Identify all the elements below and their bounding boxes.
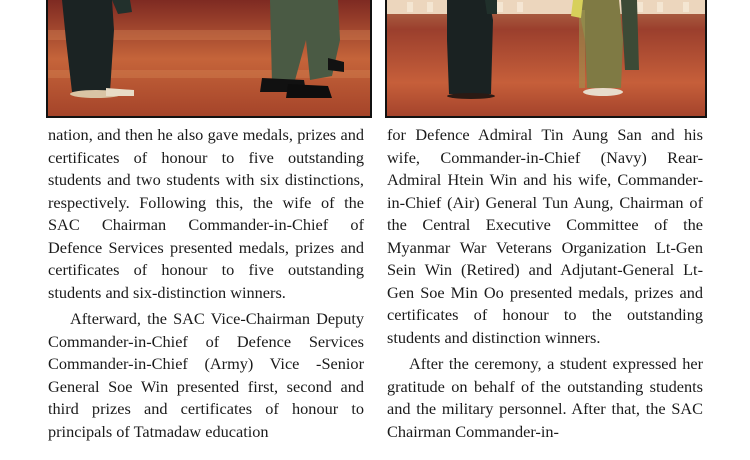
article-column-left [48, 124, 364, 443]
left-paragraph-1: nation, and then he also gave medals, prizes and certificates of honour to five outstanding students and two students with six distinctions, respectively. Following this, the wife of the SAC Chairman Commander-in-Chief of Defence Services presented medals, prizes and certificates of honour to five outstanding students and six-distinction winners. [48, 125, 364, 302]
right-paragraph-2: After the ceremony, a student expressed her gratitude on behalf of the outstanding students and the military personnel. After that, the SAC Chairman Commander-in- [387, 354, 703, 441]
ceremony-photo-left-image [48, 0, 370, 118]
right-paragraph-1: for Defence Admiral Tin Aung San and his wife, Commander-in-Chief (Navy) Rear-Admiral Htein Win and his wife, Commander-in-Chief (Air) General Tun Aung, Chairman of the Central Executive Committee of the Myanmar War Veterans Organization Lt-Gen Sein Win (Retired) and Adjutant-General Lt-Gen Soe Min Oo presented medals, prizes and certificates of honour to the outstanding students and distinction winners. [387, 125, 703, 347]
article-column-right [387, 124, 703, 443]
ceremony-photo-right-image [387, 0, 705, 118]
ceremony-photo-left [46, 0, 372, 118]
ceremony-photo-right [385, 0, 707, 118]
left-paragraph-2: Afterward, the SAC Vice-Chairman Deputy Commander-in-Chief of Defence Services Commander-in-Chief (Army) Vice -Senior General Soe Win presented first, second and third prizes and certificates of honour to principals of Tatmadaw education [48, 309, 364, 441]
